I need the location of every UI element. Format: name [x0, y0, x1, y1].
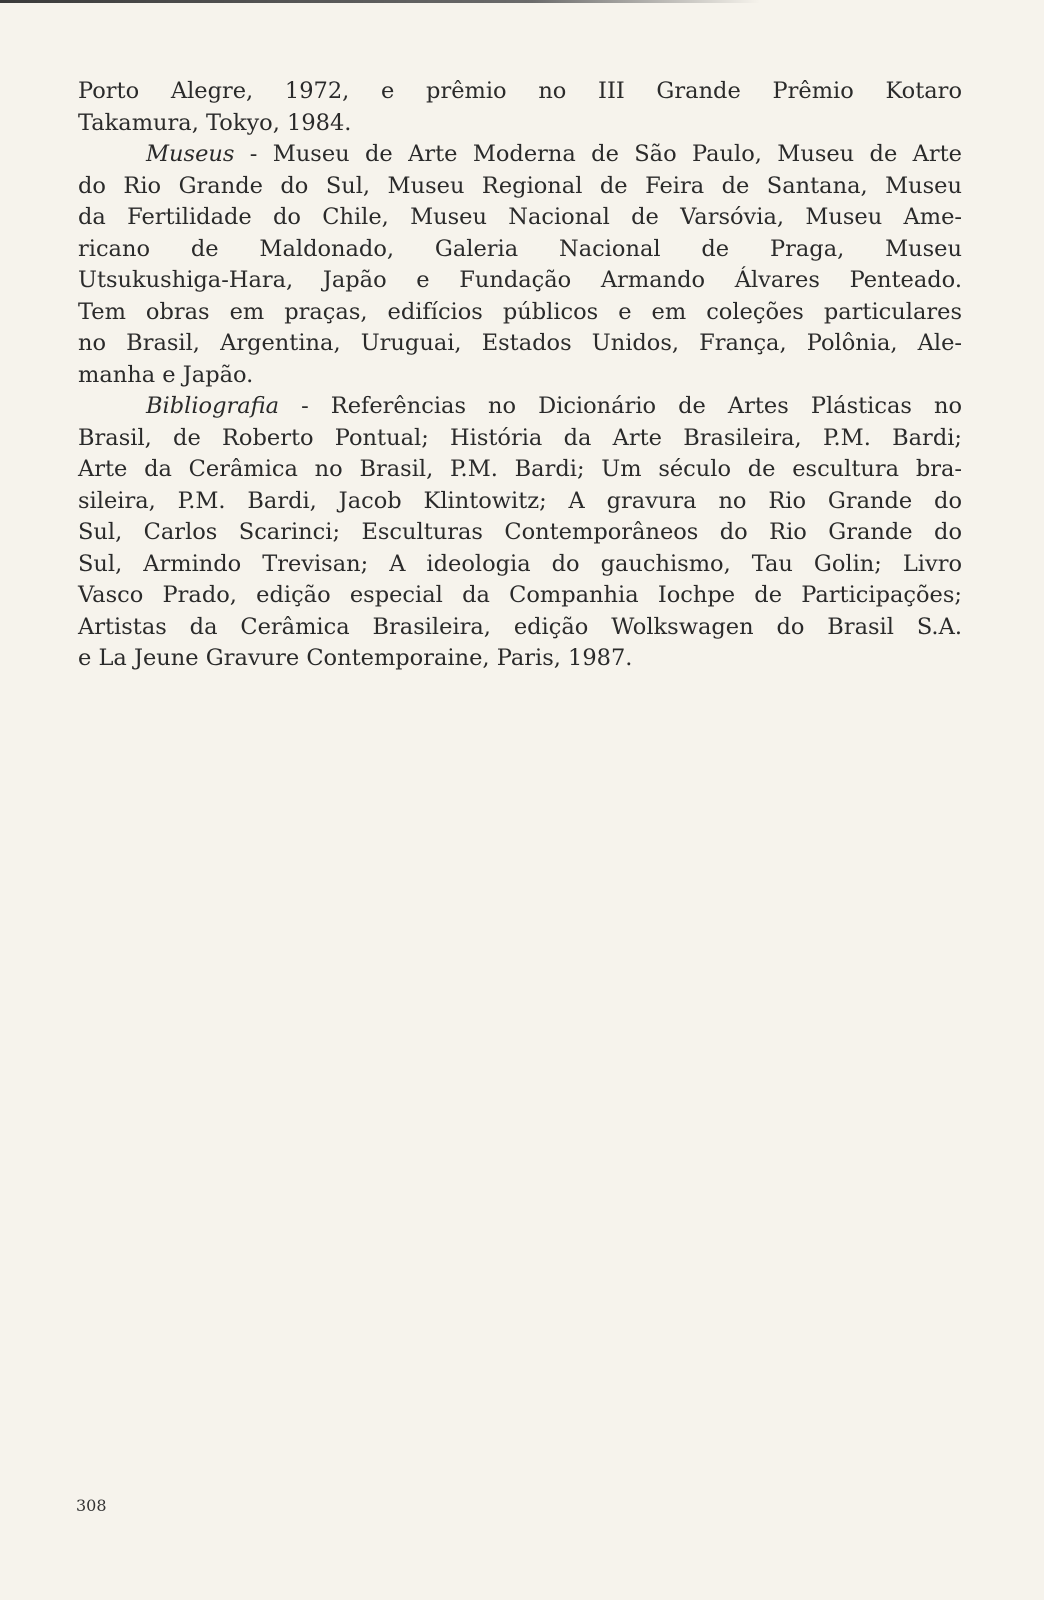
- bibliografia-separator: -: [279, 393, 331, 419]
- text-line: manha e Japão.: [78, 361, 254, 388]
- text-line: Sul, Carlos Scarinci; Esculturas Contemporâneos do Rio Grande do: [78, 519, 962, 545]
- page-top-edge: [0, 0, 760, 3]
- text-line: [78, 139, 962, 171]
- text-line: Sul, Armindo Trevisan; A ideologia do gauchismo, Tau Golin; Livro: [78, 550, 962, 577]
- page-body: [78, 76, 962, 675]
- text-line: no Brasil, Argentina, Uruguai, Estados Unidos, França, Polônia, Ale-: [78, 330, 962, 356]
- museus-separator: -: [234, 141, 273, 167]
- bibliografia-first-line: Referências no Dicionário de Artes Plásticas no: [330, 393, 962, 419]
- text-line: Vasco Prado, edição especial da Companhia Iochpe de Participações;: [78, 582, 962, 608]
- bibliografia-heading: Bibliografia: [146, 393, 280, 419]
- text-line: do Rio Grande do Sul, Museu Regional de Feira de Santana, Museu: [78, 172, 962, 199]
- text-line: Brasil, de Roberto Pontual; História da Arte Brasileira, P.M. Bardi;: [78, 424, 962, 451]
- text-line: e La Jeune Gravure Contemporaine, Paris, 1987.: [78, 645, 633, 671]
- text-line: da Fertilidade do Chile, Museu Nacional de Varsóvia, Museu Ame-: [78, 204, 962, 230]
- intro-paragraph: [78, 76, 962, 139]
- text-line: Tem obras em praças, edifícios públicos e em coleções particulares: [78, 298, 962, 325]
- text-line: Takamura, Tokyo, 1984.: [78, 109, 352, 136]
- text-line: sileira, P.M. Bardi, Jacob Klintowitz; A gravura no Rio Grande do: [78, 487, 962, 514]
- text-line: [78, 391, 962, 423]
- text-line: Utsukushiga-Hara, Japão e Fundação Armando Álvares Penteado.: [78, 267, 962, 293]
- text-line: Arte da Cerâmica no Brasil, P.M. Bardi; Um século de escultura bra-: [78, 456, 962, 482]
- text-line: ricano de Maldonado, Galeria Nacional de Praga, Museu: [78, 235, 962, 262]
- text-line: Artistas da Cerâmica Brasileira, edição Wolkswagen do Brasil S.A.: [78, 613, 962, 640]
- museus-first-line: Museu de Arte Moderna de São Paulo, Museu de Arte: [272, 141, 962, 167]
- museus-heading: Museus: [146, 141, 235, 167]
- page-number: 308: [76, 1496, 107, 1515]
- bibliografia-paragraph: [78, 391, 962, 675]
- text-line: Porto Alegre, 1972, e prêmio no III Grande Prêmio Kotaro: [78, 78, 962, 104]
- museus-paragraph: [78, 139, 962, 391]
